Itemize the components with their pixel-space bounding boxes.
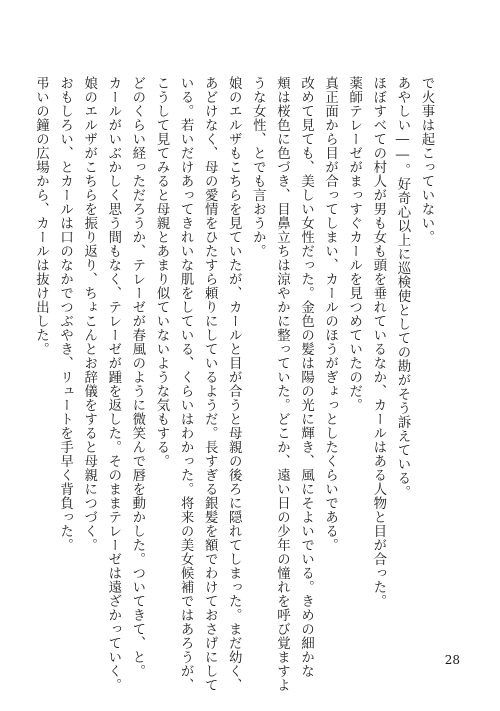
text-line: いる。若いだけあってきれいな肌をしている、くらいはわかった。将来の美女候補ではあろうが、 [178, 76, 194, 692]
text-line: 改めて見ても、美しい女性だった。金色の髪は陽の光に輝き、風にそよいでいる。きめの細かな [298, 76, 314, 678]
text-line: 薬師テレーゼがまっすぐカールを見つめていたのだ。 [346, 76, 362, 412]
text-line: で火事は起こっていない。 [419, 76, 434, 244]
text-line: ほぼすべての村人が男も女も頭を垂れているなか、カールはある人物と目が合った。 [370, 76, 386, 608]
text-line: 娘のエルザがこちらを振り返り、ちょこんとお辞儀をすると母親につづく。 [81, 76, 97, 552]
text-line: 頬は桜色に色づき、目鼻立ちは涼やかに整っていた。どこか、遠い日の少年の憧れを呼び覚ますよ [274, 76, 290, 692]
text-line: 弔いの鐘の広場から、カールは抜け出した。 [33, 76, 49, 356]
page-number: 28 [444, 653, 460, 667]
text-line: こうして見てみると母親とあまり似ていないような気もする。 [153, 76, 169, 468]
text-line: カールがいぶかしく思う間もなく、テレーゼが踵を返した。そのままテレーゼは遠ざかっていく。 [105, 76, 121, 692]
text-line: おもしろい、とカールは口のなかでつぶやき、リュートを手早く背負った。 [57, 76, 73, 552]
text-line: あどけなく、母の愛情をひたすら頼りにしているようだ。長すぎる銀髪を額でわけておさげにして [202, 76, 218, 692]
text-line: うな女性、とでも言おうか。 [250, 76, 266, 258]
text-line: あやしい――。好奇心以上に巡検使としての勘がそう訴えている。 [394, 76, 410, 500]
text-line: 娘のエルザもこちらを見ていたが、カールと目が合うと母親の後ろに隠れてしまった。まだ幼く、 [226, 76, 242, 692]
vertical-text-block [33, 76, 438, 692]
text-line: どのくらい経っただろうか、テレーゼが春風のように微笑んで唇を動かした。ついてきて、と。 [129, 76, 145, 678]
text-line: 真正面から目が合ってしまい、カールのほうがぎょっとしたくらいである。 [322, 76, 338, 552]
